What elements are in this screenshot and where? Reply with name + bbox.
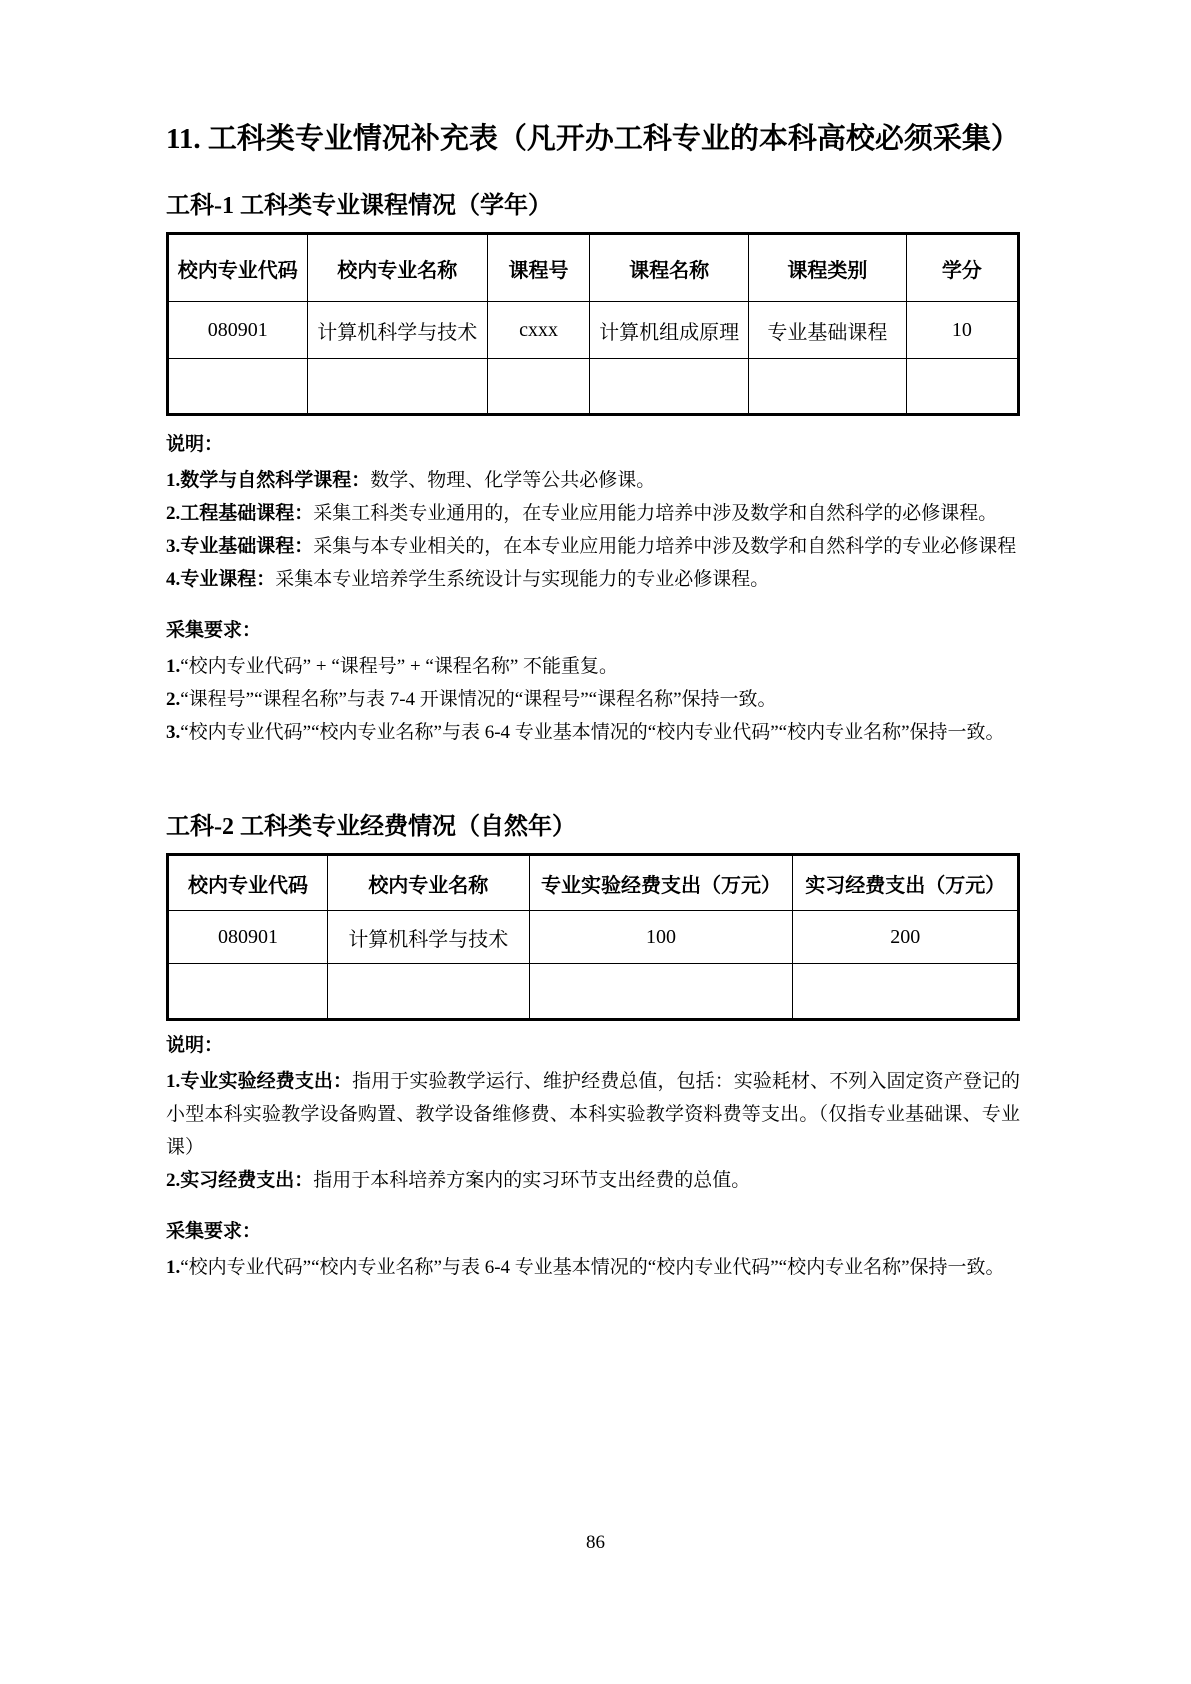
notes-label: 说明： [166,1035,224,1056]
requirement-text: “校内专业代码”“校内专业名称”与表 6-4 专业基本情况的“校内专业代码”“校内专业名称”保持一致。 [180,722,1005,743]
table-row [168,911,1019,964]
table-cell [793,964,1019,1020]
table-cell [529,964,793,1020]
note-term: 4.专业课程： [166,569,276,590]
section-spacer [166,749,1020,811]
table-cell [168,964,328,1020]
table-cell [906,359,1018,415]
table-row [168,302,1019,359]
table-cell: 080901 [168,911,328,964]
table-cell [590,359,749,415]
note-text: 指用于本科培养方案内的实习环节支出经费的总值。 [313,1170,751,1191]
note-item [166,530,1020,563]
table-cell: 100 [529,911,793,964]
courses-table [166,232,1020,416]
requirement-text: “校内专业代码”“校内专业名称”与表 6-4 专业基本情况的“校内专业代码”“校内专业名称”保持一致。 [180,1257,1005,1278]
table-header-row [168,234,1019,302]
table-cell: 专业基础课程 [749,302,906,359]
notes-label: 说明： [166,434,224,455]
table-cell [749,359,906,415]
page-number: 86 [586,1532,605,1553]
note-item [166,563,1020,596]
section-2-heading: 工科-2 工科类专业经费情况（自然年） [166,814,576,840]
column-header: 校内专业名称 [327,855,529,911]
column-header: 课程名称 [590,234,749,302]
note-term: 2.工程基础课程： [166,503,314,524]
funding-table [166,853,1020,1021]
table-cell [487,359,589,415]
note-item [166,464,1020,497]
table-cell: 计算机科学与技术 [327,911,529,964]
section-1-heading: 工科-1 工科类专业课程情况（学年） [166,193,552,219]
column-header: 实习经费支出（万元） [793,855,1019,911]
table-cell: 计算机组成原理 [590,302,749,359]
table-header-row [168,855,1019,911]
table-cell: cxxx [487,302,589,359]
table-cell [307,359,487,415]
column-header: 学分 [906,234,1018,302]
note-term: 1.数学与自然科学课程： [166,470,371,491]
note-text: 数学、物理、化学等公共必修课。 [370,470,656,491]
column-header: 课程类别 [749,234,906,302]
table-cell [168,359,308,415]
requirement-item [166,650,1020,683]
table-cell: 080901 [168,302,308,359]
table-row-empty [168,964,1019,1020]
column-header: 课程号 [487,234,589,302]
note-item [166,1065,1020,1164]
column-header: 校内专业名称 [307,234,487,302]
table-cell: 10 [906,302,1018,359]
column-header: 专业实验经费支出（万元） [529,855,793,911]
requirements-label: 采集要求： [166,620,262,641]
requirement-item [166,1251,1020,1284]
requirement-number: 3. [166,722,181,743]
table-cell [327,964,529,1020]
note-term: 2.实习经费支出： [166,1170,314,1191]
requirement-text: “校内专业代码” + “课程号” + “课程名称” 不能重复。 [180,656,619,677]
note-item [166,497,1020,530]
requirements-label: 采集要求： [166,1221,262,1242]
note-term: 3.专业基础课程： [166,536,314,557]
column-header: 校内专业代码 [168,855,328,911]
page-title: 11. 工科类专业情况补充表（凡开办工科专业的本科高校必须采集） [166,123,1020,155]
requirement-number: 1. [166,656,181,677]
table-cell: 200 [793,911,1019,964]
requirement-number: 1. [166,1257,181,1278]
note-item [166,1164,1020,1197]
requirement-number: 2. [166,689,181,710]
note-text: 指用于实验教学运行、维护经费总值，包括：实验耗材、不列入固定资产登记的小型本科实验教学设备购置、教学设备维修费、本科实验教学资料费等支出。（仅指专业基础课、专业课） [166,1071,1020,1158]
requirement-item [166,683,1020,716]
table-cell: 计算机科学与技术 [307,302,487,359]
requirement-item [166,716,1020,749]
page-content [166,118,1020,1284]
note-text: 采集本专业培养学生系统设计与实现能力的专业必修课程。 [275,569,770,590]
requirement-text: “课程号”“课程名称”与表 7-4 开课情况的“课程号”“课程名称”保持一致。 [180,689,777,710]
column-header: 校内专业代码 [168,234,308,302]
note-text: 采集工科类专业通用的，在专业应用能力培养中涉及数学和自然科学的必修课程。 [313,503,998,524]
note-term: 1.专业实验经费支出： [166,1071,353,1092]
note-text: 采集与本专业相关的，在本专业应用能力培养中涉及数学和自然科学的专业必修课程 [313,536,1017,557]
table-row-empty [168,359,1019,415]
